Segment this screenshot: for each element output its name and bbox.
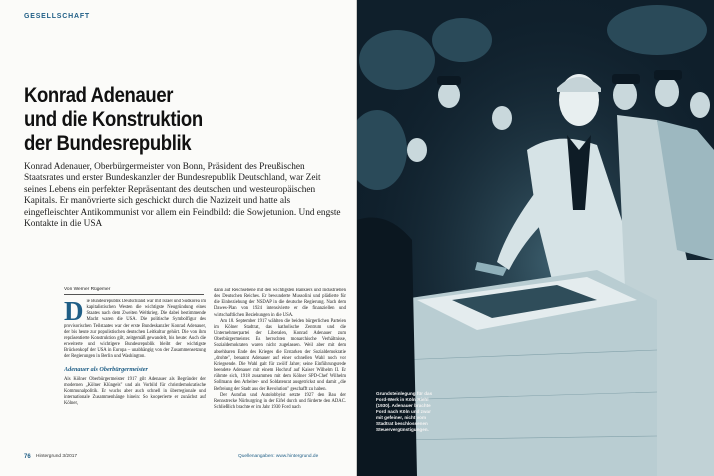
- body-paragraph: Am 18. September 1917 wählten die beiden bürgerlichen Parteien im Kölner Stadtrat, das katholische Zentrum und die Unternehmerpartei der Liberalen, Konrad Adenauer zum Oberbürgermeister. Es herrschten monarchische Verhältnisse, Sozialdemokraten waren nicht zugelassen. Weil aber mit dem absehbaren Ende des Krieges die Erstarken der Sozialdemokratie „drohte", benannt Adenauer auf einer schnellen Wahl noch vor Kriegsende. Die Wahl galt für zwölf Jahre; seine Einführungsrede beendete Adenauer mit einem Hochruf auf Kaiser Wilhelm II. Er rühmte sich, 1918 zusammen mit dem Kölner SPD-Chef Wilhelm Sollmann den Arbeiter- und Soldatenrat ausgetrickst und damit „die Befreiung der Stadt aus der Revolution" geschafft zu haben.: [214, 318, 346, 392]
- lead-paragraph: Konrad Adenauer, Oberbürgermeister von Bonn, Präsident des Preußischen Staatsrates und erster Bundeskanzler der Bundesrepublik Deutschland, war Zeit seines Lebens ein perfekter Repräsentant des deutschen und westeuropäischen Kapitals. Er manövrierte sich geschickt durch die Nazizeit und hatte als eingefleischter Antikommunist vor allem ein Feindbild: die Sowjetunion. Und engste Kontakte in die USA: [24, 162, 341, 230]
- headline-line-1: Konrad Adenauer: [24, 84, 174, 107]
- subheading: Adenauer als Oberbürgermeister: [64, 365, 148, 373]
- sources-link[interactable]: Quellenangaben: www.hintergrund.de: [238, 454, 319, 459]
- byline-rule: [64, 294, 204, 295]
- drop-cap: D: [64, 299, 84, 326]
- headline-line-3: der Bundesrepublik: [24, 132, 192, 155]
- page-number: 76: [24, 454, 31, 460]
- body-paragraph: ie Bundesrepublik Deutschland war mit Israel und Südkorea im kapitalistischen Westen die wichtigste Neugründung eines Staates nach dem Zweiten Weltkrieg. Die dabei bestimmende Macht waren die USA. Die politische Symbolfigur des provisorischen Teilstaates war der erste Bundeskanzler Konrad Adenauer, der bis heute zur populistischen deutschen Leitkultur gehört. Die von ihm repräsentierte Konstruktion gilt, zeitgemäß gewandelt, bis heute: Auch die erweiterte und wichtigere Bundesrepublik bleibt der wichtigste Brückenkopf der USA in Europa – unabhängig von der Zusammensetzung der Regierungen in Berlin und Washington.: [64, 299, 206, 360]
- body-column-2: [214, 288, 346, 444]
- left-foreground-figure: [357, 218, 417, 476]
- body-paragraph: Der Autofan und Autolobbyist setzte 1927 den Bau der Rennstrecke Nürburgring in der Eifel durch und förderte den ADAC. Schließlich brachte er im Jahr 1930 Ford nach: [214, 392, 346, 410]
- byline: Von Werner Rügemer: [64, 287, 111, 292]
- body-column-1: [64, 299, 206, 444]
- magazine-issue: Hintergrund 3/2017: [36, 454, 78, 459]
- page-gutter: [356, 0, 358, 476]
- section-label: GESELLSCHAFT: [24, 13, 90, 20]
- photo-caption: Grundsteinlegung für das Ford-Werk in Köln-Riehl (1930). Adenauer brachte Ford nach Köln und zwar mit gefeiner, nicht vom Stadtrat beschlossenen Steuervergünstigungen.: [376, 391, 433, 432]
- body-paragraph: Als Kölner Oberbürgermeister 1917 gilt Adenauer als Begründer der modernen „Kölner Klüngels" und als Vorbild für christdemokratische Kommunalpolitik. Er wuchs aber auch schnell in überregionale und internationale Zusammenhänge hinein: So kooperierte er zunächst auf Kölner,: [64, 376, 206, 407]
- headline-line-2: und die Konstruktion: [24, 108, 203, 131]
- article-headline: [24, 84, 288, 156]
- body-paragraph: dann auf Reichsebene mit den wichtigsten Bankiers und Industriellen des Deutschen Reiches. Er bewunderte Mussolini und plädierte für die Einbeziehung der NSDAP in die deutsche Regierung. Nach dem Dawes-Plan von 1924 intensivierte er die finanziellen und wirtschaftlichen Beziehungen in die USA.: [214, 288, 346, 318]
